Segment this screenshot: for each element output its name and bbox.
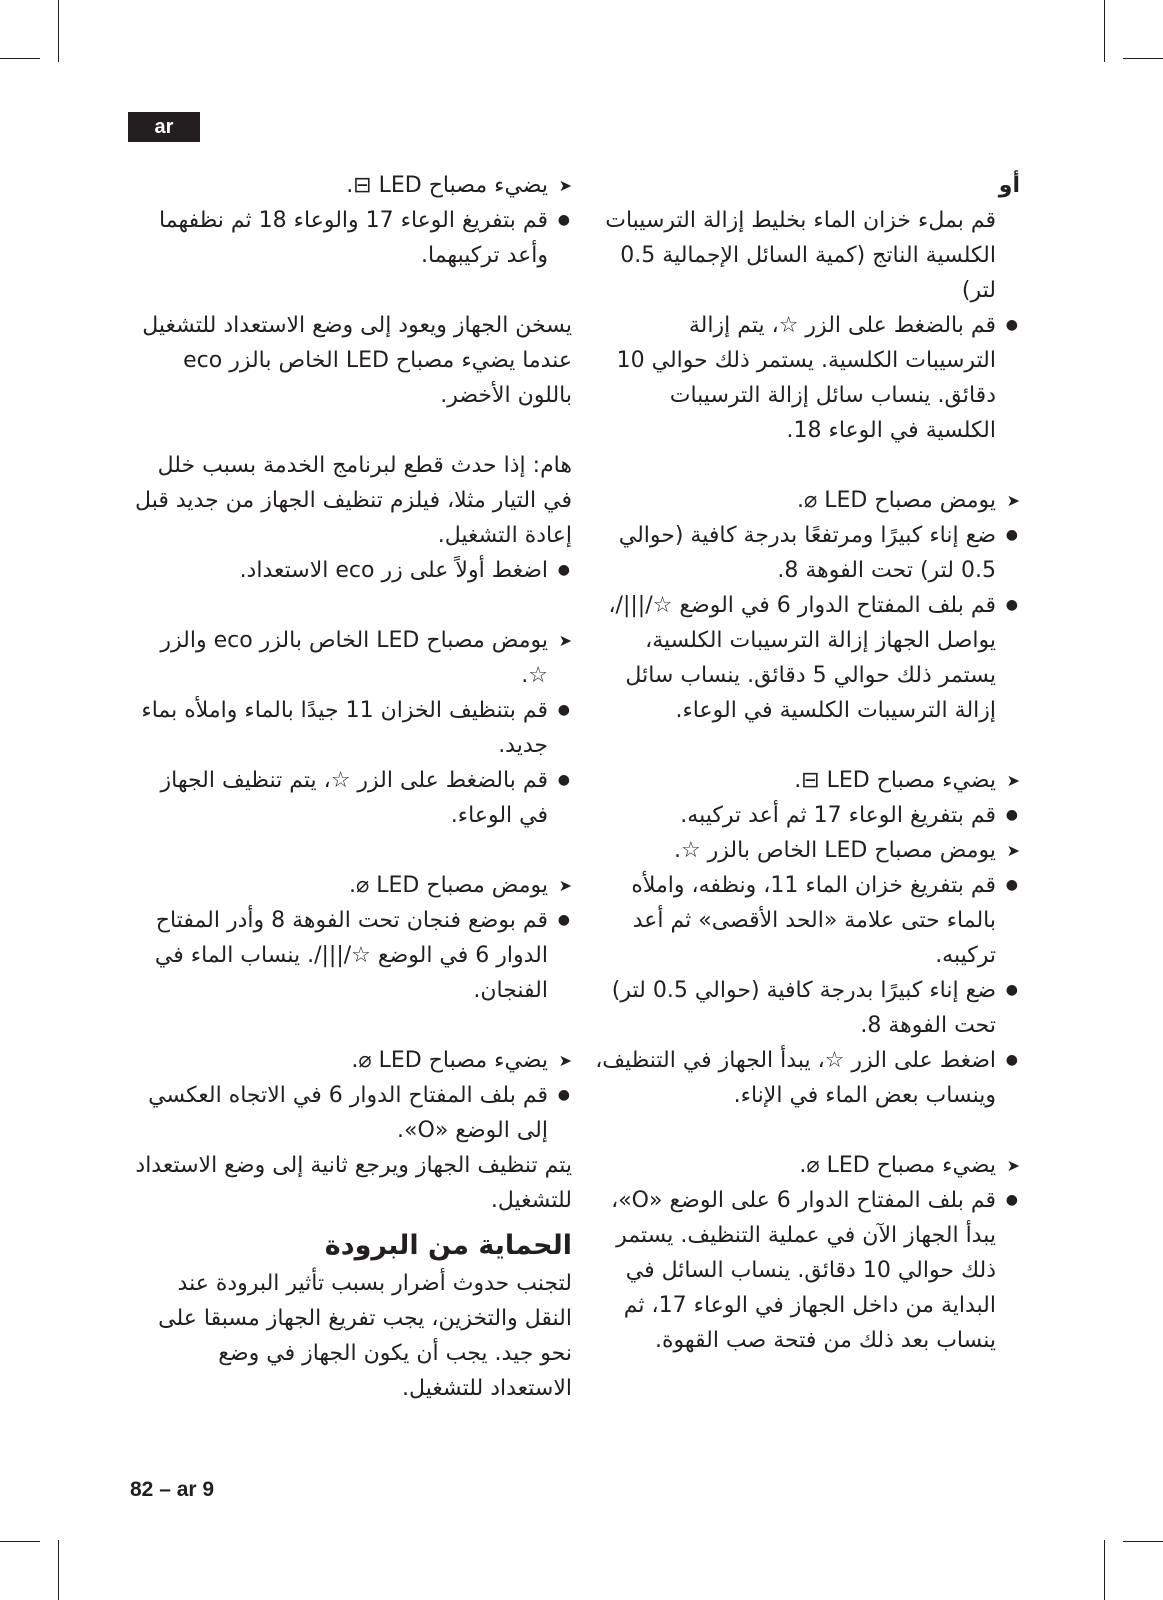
result-line: ➤ يومض مصباح LED الخاص بالزر ☆. bbox=[595, 833, 1020, 868]
language-tag: ar bbox=[128, 112, 200, 142]
bullet-item: ● قم بتفريغ خزان الماء 11، ونظفه، واملأه بالماء حتى علامة «الحد الأقصى» ثم أعد تركيبه. bbox=[595, 868, 1020, 973]
important-note: هام: إذا حدث قطع لبرنامج الخدمة بسبب خلل في التيار مثلا، فيلزم تنظيف الجهاز من جديد قبل إعادة التشغيل. bbox=[135, 453, 572, 548]
result-line: ➤ يومض مصباح LED ⌀. bbox=[595, 483, 1020, 518]
result-line: ➤ يضيء مصباح LED ⊟. bbox=[595, 763, 1020, 798]
crop-mark bbox=[0, 58, 40, 59]
bullet-item: ● قم بلف المفتاح الدوار 6 على الوضع «O»، يبدأ الجهاز الآن في عملية التنظيف. يستمر ذلك حوالي 10 دقائق. ينساب السائل في البداية من داخل الجهاز في الوعاء 17، ثم ينساب بعد ذلك من فتحة صب القهوة. bbox=[595, 1183, 1020, 1358]
bullet-item: ● اضغط أولاً على زر eco الاستعداد. bbox=[132, 553, 572, 588]
section-heading: الحماية من البرودة bbox=[324, 1230, 572, 1261]
crop-mark bbox=[1104, 0, 1105, 62]
bullet-item: ● ضع إناء كبيرًا ومرتفعًا بدرجة كافية (حوالي 0.5 لتر) تحت الفوهة 8. bbox=[595, 518, 1020, 588]
paragraph: يتم تنظيف الجهاز ويرجع ثانية إلى وضع الاستعداد للتشغيل. bbox=[135, 1153, 572, 1213]
page-number: 82 – ar 9 bbox=[130, 1478, 215, 1501]
bullet-item: ● اضغط على الزر ☆، يبدأ الجهاز في التنظيف، وينساب بعض الماء في الإناء. bbox=[595, 1043, 1020, 1113]
result-line: ➤ يومض مصباح LED الخاص بالزر eco والزر ☆. bbox=[132, 623, 572, 693]
paragraph: يسخن الجهاز ويعود إلى وضع الاستعداد للتشغيل عندما يضيء مصباح LED الخاص بالزر eco باللون الأخضر. bbox=[142, 313, 572, 408]
paragraph: لتجنب حدوث أضرار بسبب تأثير البرودة عند النقل والتخزين، يجب تفريغ الجهاز مسبقا على نحو جيد. يجب أن يكون الجهاز في وضع الاستعداد للتشغيل. bbox=[158, 1271, 572, 1401]
bullet-item: ● قم بتنظيف الخزان 11 جيدًا بالماء واملأه بماء جديد. bbox=[132, 693, 572, 763]
crop-mark bbox=[1123, 58, 1163, 59]
crop-mark bbox=[1104, 1540, 1105, 1600]
bullet-item: ● قم بالضغط على الزر ☆، يتم تنظيف الجهاز في الوعاء. bbox=[132, 763, 572, 833]
bullet-item: ● قم بلف المفتاح الدوار 6 في الوضع ☆/|||/، يواصل الجهاز إزالة الترسيبات الكلسية، يستمر ذلك حوالي 5 دقائق. ينساب سائل إزالة الترسيبات الكلسية في الوعاء. bbox=[595, 588, 1020, 728]
left-column bbox=[132, 168, 572, 1406]
bullet-item: ● قم بالضغط على الزر ☆، يتم إزالة الترسيبات الكلسية. يستمر ذلك حوالي 10 دقائق. ينساب سائل إزالة الترسيبات الكلسية في الوعاء 18. bbox=[595, 308, 1020, 448]
paragraph: قم بملء خزان الماء بخليط إزالة الترسيبات الكلسية الناتج (كمية السائل الإجمالية 0.5 لتر) bbox=[605, 208, 996, 303]
bullet-item: ● قم بلف المفتاح الدوار 6 في الاتجاه العكسي إلى الوضع «O». bbox=[132, 1078, 572, 1148]
crop-mark bbox=[58, 0, 59, 62]
result-line: ➤ يومض مصباح LED ⌀. bbox=[132, 868, 572, 903]
bullet-item: ● قم بتفريغ الوعاء 17 والوعاء 18 ثم نظفهما وأعد تركيبهما. bbox=[132, 203, 572, 273]
crop-mark bbox=[0, 1541, 40, 1542]
result-line: ➤ يضيء مصباح LED ⌀. bbox=[132, 1043, 572, 1078]
bullet-item: ● قم بوضع فنجان تحت الفوهة 8 وأدر المفتاح الدوار 6 في الوضع ☆/|||/. ينساب الماء في الفنجان. bbox=[132, 903, 572, 1008]
result-line: ➤ يضيء مصباح LED ⌀. bbox=[595, 1148, 1020, 1183]
crop-mark bbox=[58, 1540, 59, 1600]
right-column bbox=[595, 168, 1020, 1358]
bullet-item: ● قم بتفريغ الوعاء 17 ثم أعد تركيبه. bbox=[595, 798, 1020, 833]
paragraph-or: أو bbox=[998, 173, 1020, 198]
crop-mark bbox=[1123, 1541, 1163, 1542]
bullet-item: ● ضع إناء كبيرًا بدرجة كافية (حوالي 0.5 لتر) تحت الفوهة 8. bbox=[595, 973, 1020, 1043]
result-line: ➤ يضيء مصباح LED ⊟. bbox=[132, 168, 572, 203]
